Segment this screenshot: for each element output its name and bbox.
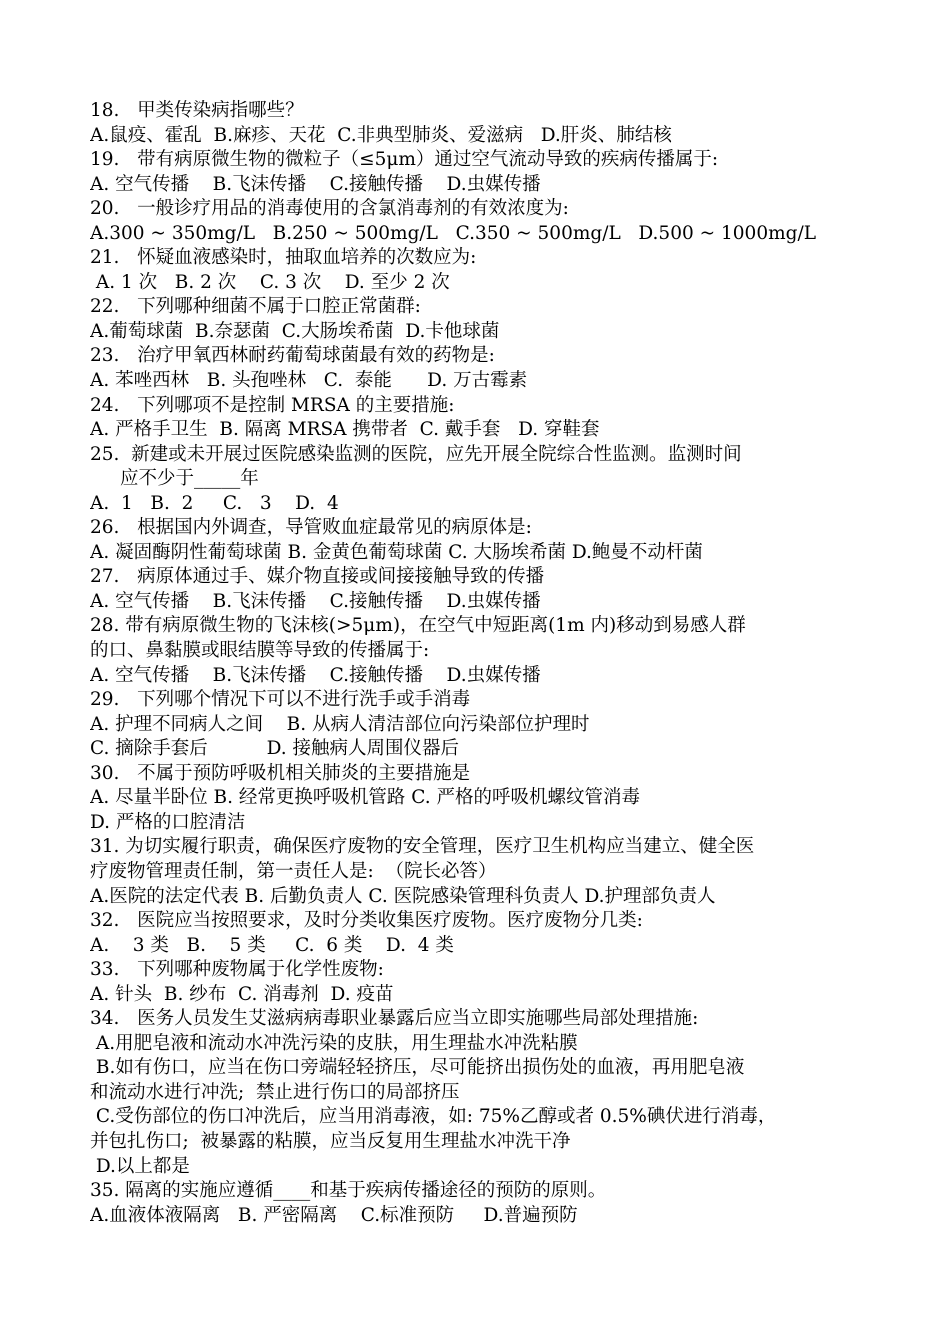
question-34: 34. 医务人员发生艾滋病病毒职业暴露后应当立即实施哪些局部处理措施: bbox=[90, 1008, 699, 1030]
options-25: A. 1 B. 2 C. 3 D. 4 bbox=[90, 492, 339, 514]
options-29-cd: C. 摘除手套后 D. 接触病人周围仪器后 bbox=[90, 738, 459, 760]
option-34-a: A.用肥皂液和流动水冲洗污染的皮肤，用生理盐水冲洗粘膜 bbox=[90, 1032, 578, 1054]
question-27: 27. 病原体通过手、媒介物直接或间接接触导致的传播 bbox=[90, 566, 545, 588]
options-21: A. 1 次 B. 2 次 C. 3 次 D. 至少 2 次 bbox=[90, 271, 450, 293]
options-29-ab: A. 护理不同病人之间 B. 从病人清洁部位向污染部位护理时 bbox=[90, 713, 590, 735]
options-22: A.葡萄球菌 B.奈瑟菌 C.大肠埃希菌 D.卡他球菌 bbox=[90, 320, 500, 342]
options-35: A.血液体液隔离 B. 严密隔离 C.标准预防 D.普遍预防 bbox=[90, 1204, 578, 1226]
options-33: A. 针头 B. 纱布 C. 消毒剂 D. 疫苗 bbox=[90, 983, 394, 1005]
options-26: A. 凝固酶阴性葡萄球菌 B. 金黄色葡萄球菌 C. 大肠埃希菌 D.鲍曼不动杆菌 bbox=[90, 541, 703, 563]
options-31: A.医院的法定代表 B. 后勤负责人 C. 医院感染管理科负责人 D.护理部负责人 bbox=[90, 885, 716, 907]
question-23: 23. 治疗甲氧西林耐药葡萄球菌最有效的药物是: bbox=[90, 345, 495, 367]
question-33: 33. 下列哪种废物属于化学性废物: bbox=[90, 959, 384, 981]
question-28-cont: 的口、鼻黏膜或眼结膜等导致的传播属于: bbox=[90, 640, 430, 662]
question-19: 19. 带有病原微生物的微粒子（≤5μm）通过空气流动导致的疾病传播属于: bbox=[90, 149, 719, 171]
option-34-b: B.如有伤口，应当在伤口旁端轻轻挤压，尽可能挤出损伤处的血液，再用肥皂液 bbox=[90, 1057, 745, 1079]
options-28: A. 空气传播 B.飞沫传播 C.接触传播 D.虫媒传播 bbox=[90, 664, 541, 686]
options-32: A. 3 类 B. 5 类 C. 6 类 D. 4 类 bbox=[90, 934, 454, 956]
options-23: A. 苯唑西林 B. 头孢唑林 C. 泰能 D. 万古霉素 bbox=[90, 370, 528, 392]
question-35: 35. 隔离的实施应遵循____和基于疾病传播途径的预防的原则。 bbox=[90, 1180, 607, 1202]
question-25-cont: 应不少于_____年 bbox=[120, 468, 259, 490]
option-34-c: C.受伤部位的伤口冲洗后，应当用消毒液，如: 75%乙醇或者 0.5%碘伏进行消毒， bbox=[90, 1106, 777, 1128]
options-30-d: D. 严格的口腔清洁 bbox=[90, 811, 246, 833]
option-34-b-cont: 和流动水进行冲洗; 禁止进行伤口的局部挤压 bbox=[90, 1081, 460, 1103]
question-25: 25. 新建或未开展过医院感染监测的医院，应先开展全院综合性监测。监测时间 bbox=[90, 443, 742, 465]
question-21: 21. 怀疑血液感染时，抽取血培养的次数应为: bbox=[90, 247, 477, 269]
question-28: 28. 带有病原微生物的飞沫核(>5μm)，在空气中短距离(1m 内)移动到易感人群 bbox=[90, 615, 746, 637]
question-29: 29. 下列哪个情况下可以不进行洗手或手消毒 bbox=[90, 689, 471, 711]
question-31: 31. 为切实履行职责，确保医疗废物的安全管理，医疗卫生机构应当建立、健全医 bbox=[90, 836, 755, 858]
question-31-cont: 疗废物管理责任制，第一责任人是: （院长必答） bbox=[90, 860, 497, 882]
options-18: A.鼠疫、霍乱 B.麻疹、天花 C.非典型肺炎、爱滋病 D.肝炎、肺结核 bbox=[90, 124, 672, 146]
options-30-abc: A. 尽量半卧位 B. 经常更换呼吸机管路 C. 严格的呼吸机螺纹管消毒 bbox=[90, 787, 640, 809]
question-22: 22. 下列哪种细菌不属于口腔正常菌群: bbox=[90, 296, 421, 318]
question-24: 24. 下列哪项不是控制 MRSA 的主要措施: bbox=[90, 394, 455, 416]
question-18: 18. 甲类传染病指哪些？ bbox=[90, 100, 304, 121]
question-30: 30. 不属于预防呼吸机相关肺炎的主要措施是 bbox=[90, 762, 471, 784]
options-20: A.300 ~ 350mg/L B.250 ~ 500mg/L C.350 ~ 500mg/L D.500 ~ 1000mg/L bbox=[90, 222, 816, 244]
options-19: A. 空气传播 B.飞沫传播 C.接触传播 D.虫媒传播 bbox=[90, 173, 541, 195]
options-27: A. 空气传播 B.飞沫传播 C.接触传播 D.虫媒传播 bbox=[90, 590, 541, 612]
question-20: 20. 一般诊疗用品的消毒使用的含氯消毒剂的有效浓度为: bbox=[90, 198, 569, 220]
question-26: 26. 根据国内外调查，导管败血症最常见的病原体是: bbox=[90, 517, 532, 539]
options-24: A. 严格手卫生 B. 隔离 MRSA 携带者 C. 戴手套 D. 穿鞋套 bbox=[90, 419, 600, 441]
question-32: 32. 医院应当按照要求，及时分类收集医疗废物。医疗废物分几类: bbox=[90, 910, 643, 932]
option-34-c-cont: 并包扎伤口; 被暴露的粘膜，应当反复用生理盐水冲洗干净 bbox=[90, 1130, 571, 1152]
option-34-d: D.以上都是 bbox=[90, 1155, 190, 1177]
